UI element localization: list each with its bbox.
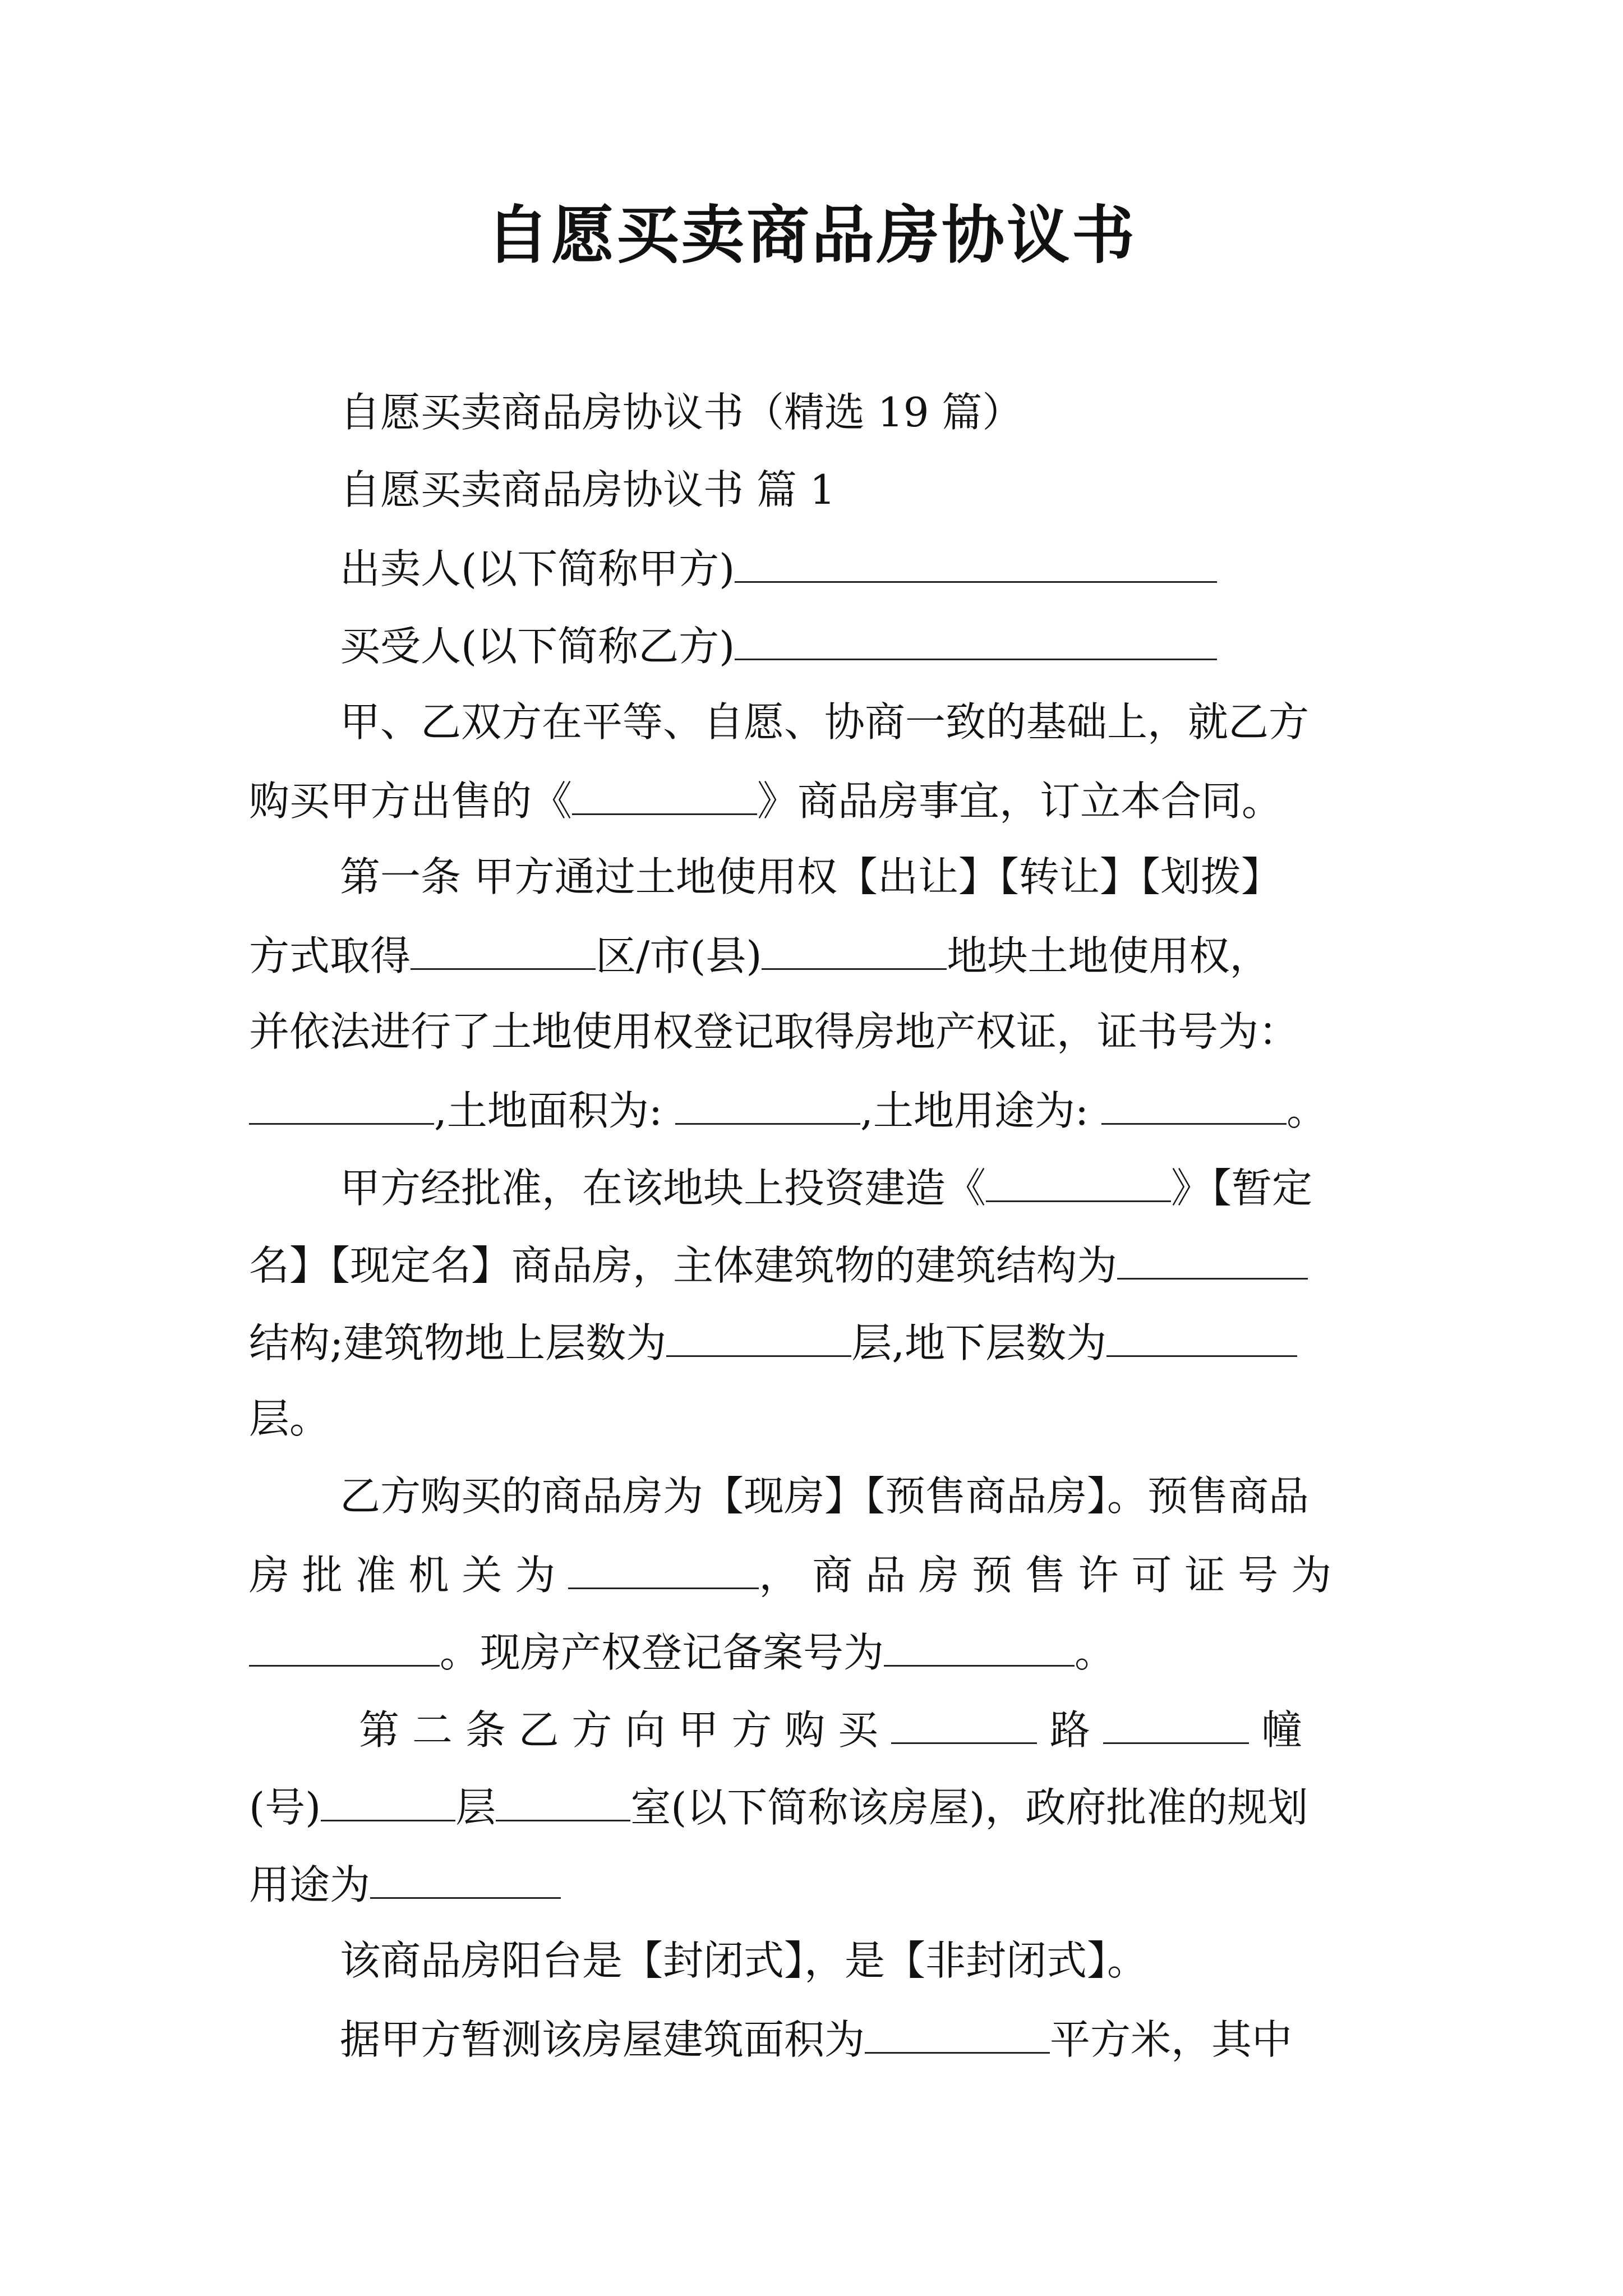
land-use-blank[interactable] (1101, 1084, 1287, 1125)
text: 》商品房事宜，订立本合同。 (757, 777, 1283, 825)
paragraph-line (249, 1780, 1308, 1833)
seller-line (340, 542, 1217, 594)
structure-blank[interactable] (1117, 1239, 1308, 1280)
certificate-number-blank[interactable] (249, 1084, 434, 1125)
approval-authority-blank[interactable] (568, 1548, 759, 1589)
buyer-line (340, 619, 1217, 671)
building-blank[interactable] (1103, 1703, 1249, 1744)
article-2-line (359, 1703, 1302, 1755)
presale-permit-blank[interactable] (249, 1626, 440, 1667)
text: 层 (455, 1784, 496, 1831)
road-blank[interactable] (891, 1703, 1037, 1744)
paragraph-line: 层。 (249, 1395, 330, 1442)
text: ,土地面积为: (434, 1087, 676, 1134)
project-name-blank[interactable] (572, 774, 757, 815)
paragraph-line (249, 1084, 1327, 1136)
registration-number-blank[interactable] (884, 1626, 1075, 1667)
paragraph-line (249, 1626, 1115, 1678)
subtitle: 自愿买卖商品房协议书（精选 19 篇） (340, 389, 1023, 436)
text: 地块土地使用权， (947, 932, 1270, 979)
text: 购买甲方出售的《 (249, 777, 573, 825)
text: 》【暂定 (1171, 1165, 1313, 1212)
paragraph-line: 并依法进行了土地使用权登记取得房地产权证，证书号为： (249, 1008, 1299, 1055)
paragraph-line (340, 1161, 1312, 1213)
paragraph-line (249, 1858, 561, 1910)
article-1-line: 第一条 甲方通过土地使用权【出让】【转让】【划拨】 (340, 853, 1281, 900)
section-heading: 自愿买卖商品房协议书 篇 1 (340, 466, 836, 513)
text: 甲方经批准，在该地块上投资建造《 (340, 1165, 986, 1212)
district-blank[interactable] (411, 929, 596, 970)
buyer-label: 买受人(以下简称乙方) (340, 623, 735, 670)
land-area-blank[interactable] (675, 1084, 860, 1125)
text: 平方米，其中 (1050, 2016, 1293, 2063)
text: ， 商 品 房 预 售 许 可 证 号 为 (759, 1552, 1332, 1599)
paragraph-line (249, 1316, 1297, 1368)
paragraph-line (249, 1548, 1331, 1600)
text: ,土地用途为: (860, 1087, 1102, 1134)
floor-blank[interactable] (321, 1780, 455, 1821)
plot-blank[interactable] (762, 929, 947, 970)
paragraph-line (249, 1239, 1308, 1291)
paragraph-line (340, 2013, 1292, 2065)
floors-below-blank[interactable] (1106, 1316, 1297, 1357)
room-blank[interactable] (496, 1780, 630, 1821)
paragraph-line: 甲、乙双方在平等、自愿、协商一致的基础上，就乙方 (340, 698, 1310, 746)
text: 区/市(县) (596, 932, 762, 979)
text: (号) (249, 1784, 321, 1831)
document-title: 自愿买卖商品房协议书 (486, 199, 1137, 272)
seller-blank[interactable] (735, 542, 1217, 583)
text: 路 (1049, 1706, 1090, 1754)
text: 第 二 条 乙 方 向 甲 方 购 买 (359, 1706, 878, 1754)
text: 用途为 (249, 1861, 371, 1908)
paragraph-line: 该商品房阳台是【封闭式】，是【非封闭式】。 (340, 1937, 1148, 1984)
text: 层,地下层数为 (851, 1319, 1107, 1366)
text: 据甲方暂测该房屋建筑面积为 (340, 2016, 865, 2063)
building-name-blank[interactable] (986, 1161, 1171, 1202)
buyer-blank[interactable] (735, 619, 1217, 660)
floors-above-blank[interactable] (666, 1316, 851, 1357)
text: 室(以下简称该房屋)，政府批准的规划 (630, 1784, 1308, 1831)
paragraph-line (249, 929, 1270, 981)
text: 结构;建筑物地上层数为 (249, 1319, 667, 1366)
floor-area-blank[interactable] (865, 2013, 1050, 2054)
paragraph-line (249, 774, 1282, 826)
text: 。 (1287, 1087, 1327, 1134)
text: 。现房产权登记备案号为 (440, 1629, 884, 1676)
planned-use-blank[interactable] (370, 1858, 561, 1899)
text: 房 批 准 机 关 为 (249, 1552, 556, 1599)
text: 。 (1075, 1629, 1115, 1676)
text: 方式取得 (249, 932, 411, 979)
paragraph-line: 乙方购买的商品房为【现房】【预售商品房】。预售商品 (340, 1473, 1310, 1520)
seller-label: 出卖人(以下简称甲方) (340, 545, 735, 592)
text: 名】【现定名】商品房，主体建筑物的建筑结构为 (249, 1242, 1118, 1289)
text: 幢 (1261, 1706, 1302, 1754)
